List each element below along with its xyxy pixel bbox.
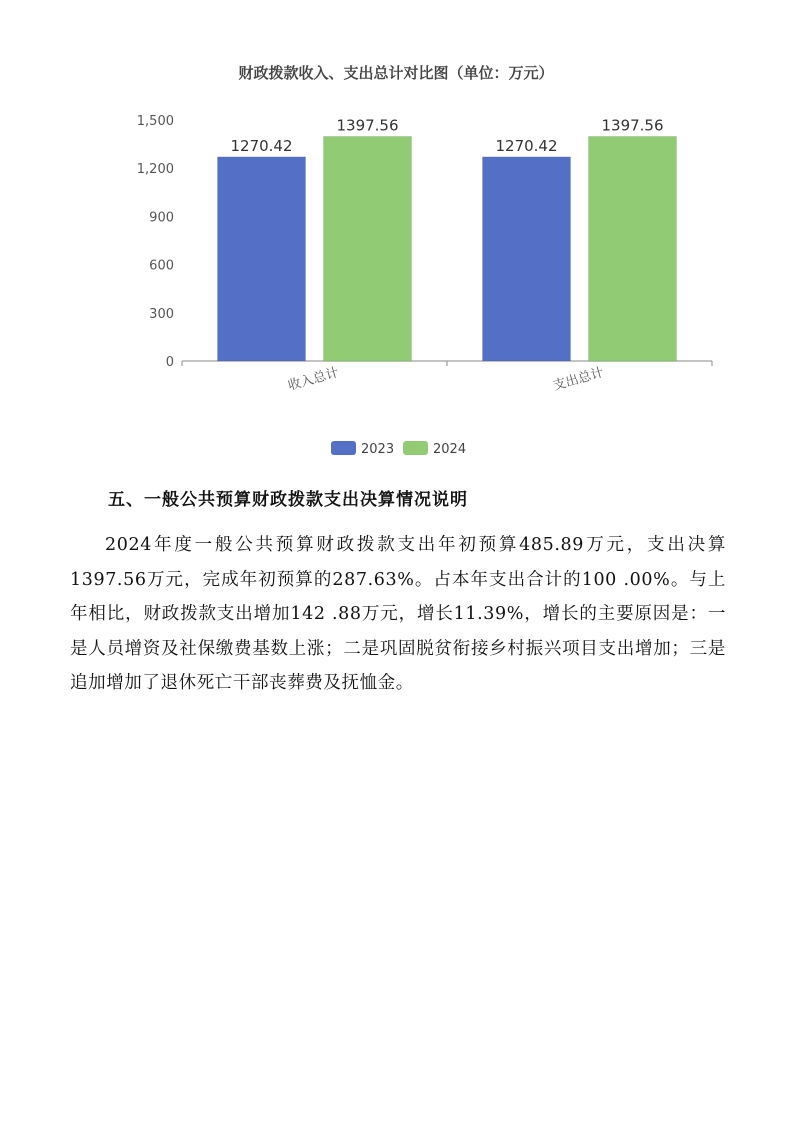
legend-swatch-2023	[331, 441, 356, 455]
data-label: 1270.42	[230, 136, 293, 155]
section-heading: 五、一般公共预算财政拨款支出决算情况说明	[108, 490, 468, 510]
section-paragraph: 2024年度一般公共预算财政拨款支出年初预算485.89万元，支出决算1397.56万元，完成年初预算的287.63%。占本年支出合计的100 .00%。与上年相比，财政拨款支出增加142 .88万元，增长11.39%，增长的主要原因是：一是人员增资及社保缴费基数上涨；二是巩固脱贫衔接乡村振兴项目支出增加；三是追加增加了退休死亡干部丧葬费及抚恤金。	[70, 535, 726, 693]
bar-chart	[0, 0, 793, 470]
y-tick-label: 0	[165, 355, 174, 370]
chart-svg	[0, 0, 793, 470]
bar-2024-1	[324, 136, 412, 361]
legend-label-2024: 2024	[433, 442, 467, 457]
chart-title: 财政拨款收入、支出总计对比图（单位：万元）	[238, 64, 554, 82]
bar-2024-2	[589, 136, 677, 361]
y-tick-label: 1,500	[136, 114, 174, 129]
y-tick-label: 300	[149, 306, 174, 322]
y-tick-label: 1,200	[136, 162, 174, 178]
legend-label-2023: 2023	[361, 442, 395, 457]
data-label: 1270.42	[495, 136, 558, 155]
chart-legend	[331, 441, 466, 457]
data-label: 1397.56	[601, 116, 664, 135]
x-tick-label: 支出总计	[551, 365, 606, 395]
x-tick-label: 收入总计	[286, 365, 341, 395]
y-tick-label: 600	[149, 258, 174, 274]
bar-2023-2	[483, 157, 571, 361]
data-label: 1397.56	[336, 116, 399, 135]
y-tick-label: 900	[149, 210, 174, 226]
legend-swatch-2024	[403, 441, 428, 455]
chart-bars	[218, 116, 677, 361]
bar-2023-1	[218, 157, 306, 361]
